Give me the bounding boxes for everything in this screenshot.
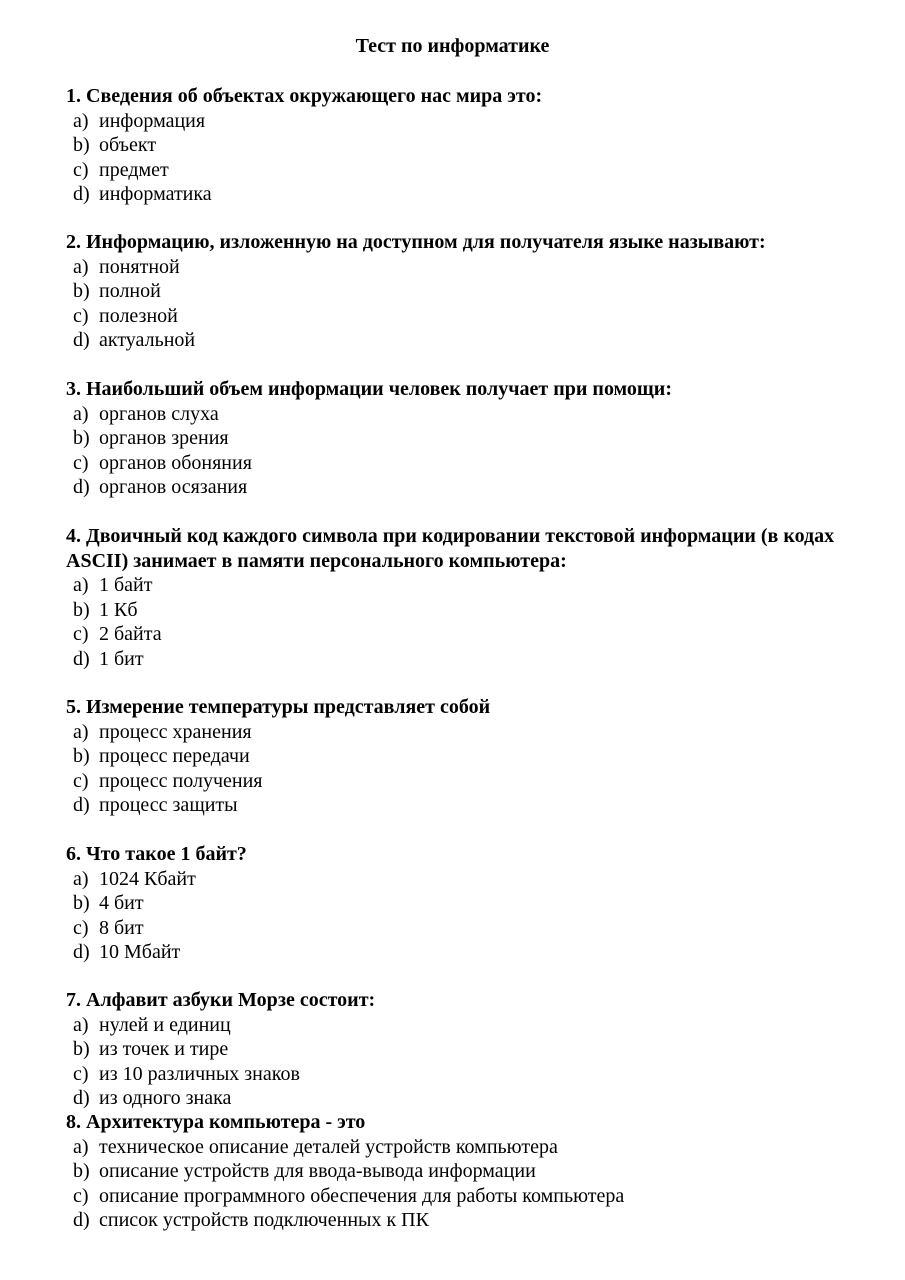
answer-option xyxy=(66,720,846,745)
option-text: нулей и единиц xyxy=(99,1013,231,1036)
question-text: 8. Архитектура компьютера - это xyxy=(66,1111,366,1133)
question-7 xyxy=(66,988,846,1111)
option-text: процесс защиты xyxy=(99,794,238,816)
option-letter: a) xyxy=(73,402,89,425)
answer-option xyxy=(66,1013,846,1038)
option-letter: b) xyxy=(73,745,90,767)
answer-option xyxy=(66,916,846,941)
answer-options xyxy=(66,402,846,500)
answer-option xyxy=(66,573,846,598)
option-letter: c) xyxy=(73,451,89,474)
question-text: 5. Измерение температуры представляет собой xyxy=(66,696,491,718)
answer-option xyxy=(66,940,846,965)
question-text: 7. Алфавит азбуки Морзе состоит: xyxy=(66,989,376,1011)
option-text: 1 Кб xyxy=(99,598,138,621)
answer-option xyxy=(66,598,846,623)
answer-option xyxy=(66,279,846,304)
question-6 xyxy=(66,842,846,965)
option-letter: d) xyxy=(73,794,90,816)
option-text: понятной xyxy=(99,255,180,278)
option-letter: c) xyxy=(73,1062,89,1085)
option-letter: b) xyxy=(73,427,90,449)
answer-option xyxy=(66,867,846,892)
option-text: 1 бит xyxy=(99,647,144,670)
option-text: органов зрения xyxy=(99,427,229,449)
option-letter: c) xyxy=(73,158,89,181)
option-letter: a) xyxy=(73,574,89,596)
option-letter: b) xyxy=(73,280,90,302)
option-text: из одного знака xyxy=(99,1087,232,1109)
option-letter: d) xyxy=(73,329,90,351)
question-text: 6. Что такое 1 байт? xyxy=(66,843,247,865)
option-letter: b) xyxy=(73,1038,90,1060)
answer-options xyxy=(66,720,846,818)
option-letter: a) xyxy=(73,720,89,743)
answer-option xyxy=(66,182,846,207)
answer-options xyxy=(66,867,846,965)
answer-option xyxy=(66,1086,846,1111)
option-letter: d) xyxy=(73,1087,90,1109)
answer-option xyxy=(66,1208,846,1233)
answer-options xyxy=(66,255,846,353)
option-text: актуальной xyxy=(99,329,196,351)
option-text: 1 байт xyxy=(99,574,153,596)
option-letter: d) xyxy=(73,941,90,963)
page-title: Тест по информатике xyxy=(355,35,550,57)
option-letter: c) xyxy=(73,623,89,645)
answer-option xyxy=(66,255,846,280)
question-text: 3. Наибольший объем информации человек получает при помощи: xyxy=(66,378,672,400)
option-text: из 10 различных знаков xyxy=(99,1062,300,1085)
answer-option xyxy=(66,133,846,158)
option-letter: d) xyxy=(73,647,90,670)
answer-option xyxy=(66,451,846,476)
option-letter: b) xyxy=(73,134,90,156)
option-letter: b) xyxy=(73,892,90,914)
answer-option xyxy=(66,647,846,672)
option-text: 10 Мбайт xyxy=(99,941,181,963)
answer-option xyxy=(66,109,846,134)
answer-option xyxy=(66,304,846,329)
option-text: процесс передачи xyxy=(99,745,250,767)
option-text: 4 бит xyxy=(99,892,144,914)
option-text: из точек и тире xyxy=(99,1038,229,1060)
option-text: описание устройств для ввода-вывода информации xyxy=(99,1160,536,1182)
question-1 xyxy=(66,84,846,207)
option-text: 1024 Кбайт xyxy=(99,867,196,890)
option-text: органов слуха xyxy=(99,402,219,425)
option-text: информатика xyxy=(99,183,212,205)
answer-option xyxy=(66,744,846,769)
option-letter: a) xyxy=(73,867,89,890)
option-text: 8 бит xyxy=(99,916,144,939)
answer-option xyxy=(66,891,846,916)
answer-options xyxy=(66,1013,846,1111)
option-letter: c) xyxy=(73,916,89,939)
answer-options xyxy=(66,1135,846,1233)
option-text: объект xyxy=(99,134,157,156)
answer-options xyxy=(66,109,846,207)
question-4 xyxy=(66,524,846,671)
question-2 xyxy=(66,230,846,353)
answer-option xyxy=(66,622,846,647)
question-5 xyxy=(66,695,846,818)
answer-option xyxy=(66,1184,846,1209)
option-text: техническое описание деталей устройств компьютера xyxy=(99,1135,558,1158)
answer-options xyxy=(66,573,846,671)
option-text: информация xyxy=(99,109,206,132)
option-text: полезной xyxy=(99,304,178,327)
option-letter: a) xyxy=(73,1013,89,1036)
answer-option xyxy=(66,328,846,353)
answer-option xyxy=(66,158,846,183)
option-text: предмет xyxy=(99,158,169,181)
answer-option xyxy=(66,402,846,427)
option-text: 2 байта xyxy=(99,623,162,645)
option-text: процесс хранения xyxy=(99,720,252,743)
option-letter: b) xyxy=(73,1160,90,1182)
option-letter: c) xyxy=(73,304,89,327)
answer-option xyxy=(66,793,846,818)
option-letter: a) xyxy=(73,255,89,278)
option-text: процесс получения xyxy=(99,769,263,792)
answer-option xyxy=(66,1037,846,1062)
option-letter: d) xyxy=(73,476,90,498)
answer-option xyxy=(66,769,846,794)
question-text: 4. Двоичный код каждого символа при кодировании текстовой информации (в кодах ASCII) занимает в памяти персонального компьютера: xyxy=(66,525,835,572)
option-letter: b) xyxy=(73,598,90,621)
option-text: описание программного обеспечения для работы компьютера xyxy=(99,1184,625,1207)
option-letter: a) xyxy=(73,109,89,132)
option-text: полной xyxy=(99,280,161,302)
answer-option xyxy=(66,426,846,451)
option-letter: a) xyxy=(73,1135,89,1158)
option-letter: d) xyxy=(73,1209,90,1231)
question-8 xyxy=(66,1110,846,1233)
answer-option xyxy=(66,1135,846,1160)
option-text: органов осязания xyxy=(99,476,248,498)
option-letter: c) xyxy=(73,769,89,792)
answer-option xyxy=(66,1062,846,1087)
option-letter: c) xyxy=(73,1184,89,1207)
option-text: список устройств подключенных к ПК xyxy=(99,1209,429,1231)
question-text: 2. Информацию, изложенную на доступном для получателя языке называют: xyxy=(66,231,766,253)
answer-option xyxy=(66,1159,846,1184)
answer-option xyxy=(66,475,846,500)
option-letter: d) xyxy=(73,183,90,205)
question-text: 1. Сведения об объектах окружающего нас мира это: xyxy=(66,85,543,107)
question-3 xyxy=(66,377,846,500)
option-text: органов обоняния xyxy=(99,451,252,474)
